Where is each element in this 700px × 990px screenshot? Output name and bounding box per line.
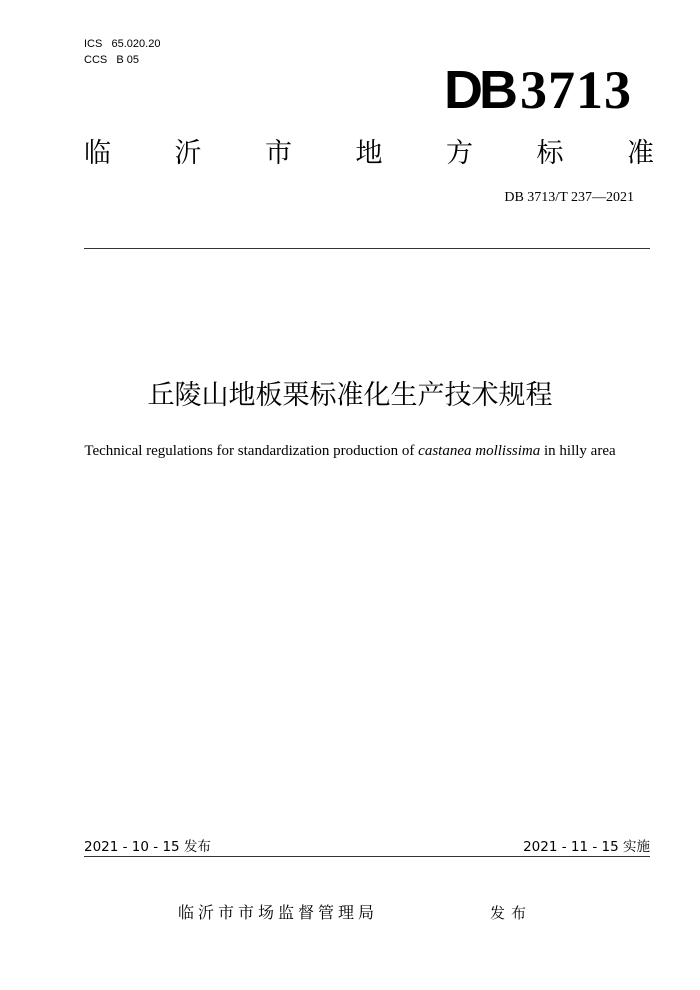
standard-type (84, 134, 654, 174)
standard-type-char: 标 (536, 138, 564, 169)
db-logo (444, 60, 632, 120)
release-date: 2021 - 10 - 15 发布 (84, 839, 211, 855)
db-logo-prefix: DB (444, 60, 514, 120)
header-divider (84, 248, 650, 249)
classification-codes (84, 36, 160, 68)
standard-type-char: 准 (627, 138, 654, 169)
standard-type-char: 市 (265, 138, 292, 169)
standard-type-char: 方 (446, 138, 473, 169)
standard-type-char: 临 (84, 138, 111, 169)
title-en-part: in hilly area (540, 443, 616, 459)
standard-number: DB 3713/T 237—2021 (504, 190, 634, 205)
standard-type-char: 地 (355, 138, 383, 169)
ics-code: ICS 65.020.20 (84, 38, 161, 50)
title-en-species: castanea mollissima (418, 443, 541, 459)
ccs-code: CCS B 05 (84, 54, 140, 66)
issue-label: 发布 (490, 904, 533, 922)
footer-divider (84, 856, 650, 857)
title-en-part: Technical regulations for standardization production of (84, 443, 419, 459)
issuing-authority: 临沂市市场监督管理局 (178, 903, 379, 922)
implementation-date: 2021 - 11 - 15 实施 (523, 839, 650, 855)
standard-type-char: 沂 (174, 138, 202, 169)
db-logo-code: 3713 (520, 60, 632, 120)
document-title-english (60, 440, 640, 463)
document-title-chinese: 丘陵山地板栗标准化生产技术规程 (147, 380, 553, 411)
